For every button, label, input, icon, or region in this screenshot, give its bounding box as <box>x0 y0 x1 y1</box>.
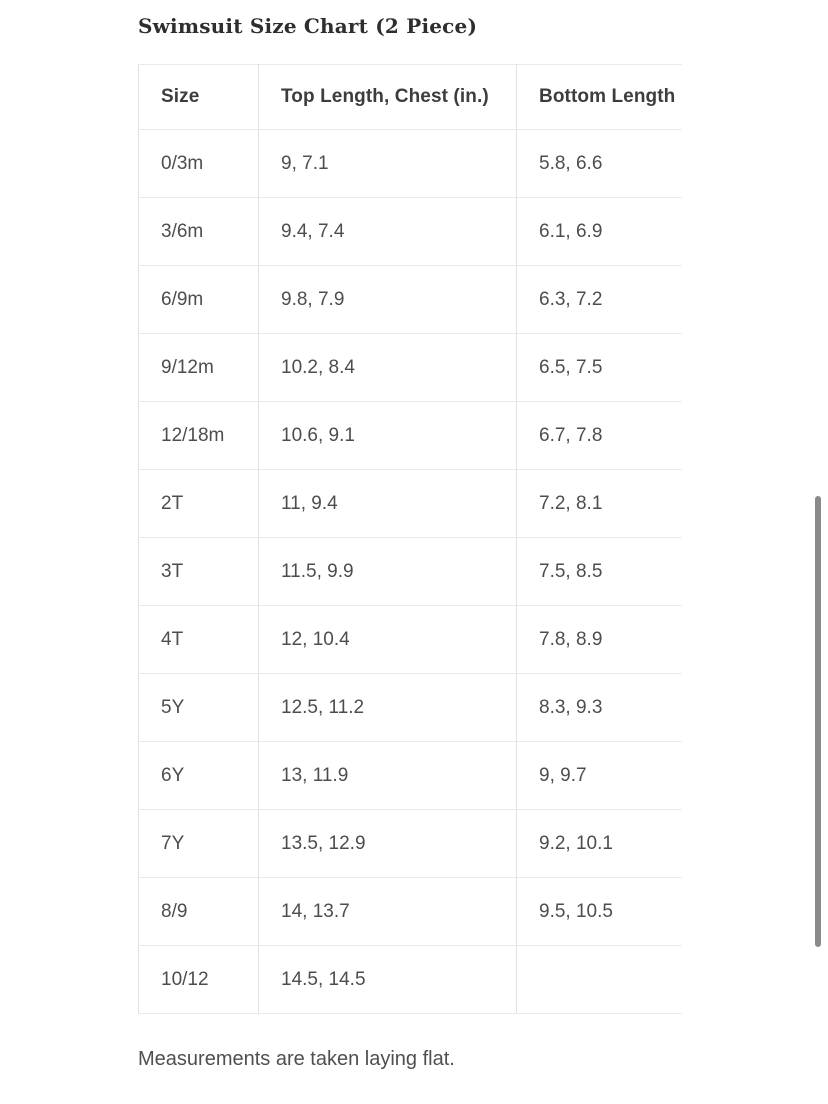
table-row <box>139 334 683 402</box>
size-cell: 6Y <box>139 742 259 810</box>
content-column <box>138 0 682 1072</box>
bottom-cell: 9.2, 10.1 <box>517 810 683 878</box>
table-row <box>139 946 683 1014</box>
bottom-cell: 6.1, 6.9 <box>517 198 683 266</box>
bottom-cell: 9, 9.7 <box>517 742 683 810</box>
top-cell: 14.5, 14.5 <box>259 946 517 1014</box>
size-cell: 2T <box>139 470 259 538</box>
table-row <box>139 810 683 878</box>
size-chart-table <box>138 64 682 1014</box>
size-cell: 6/9m <box>139 266 259 334</box>
top-cell: 12, 10.4 <box>259 606 517 674</box>
page-title: Swimsuit Size Chart (2 Piece) <box>138 14 478 38</box>
top-cell: 10.6, 9.1 <box>259 402 517 470</box>
size-chart-table-container <box>138 64 682 1014</box>
bottom-cell <box>517 946 683 1014</box>
top-cell: 12.5, 11.2 <box>259 674 517 742</box>
table-row <box>139 606 683 674</box>
size-cell: 5Y <box>139 674 259 742</box>
measurements-footnote: Measurements are taken laying flat. <box>138 1048 455 1070</box>
column-header-bottom-length: Bottom Length <box>517 65 683 130</box>
bottom-cell: 7.2, 8.1 <box>517 470 683 538</box>
top-cell: 9.8, 7.9 <box>259 266 517 334</box>
size-cell: 12/18m <box>139 402 259 470</box>
vertical-scrollbar-thumb[interactable] <box>815 496 821 947</box>
top-cell: 11.5, 9.9 <box>259 538 517 606</box>
size-cell: 3T <box>139 538 259 606</box>
table-row <box>139 742 683 810</box>
table-row <box>139 130 683 198</box>
top-cell: 10.2, 8.4 <box>259 334 517 402</box>
bottom-cell: 7.5, 8.5 <box>517 538 683 606</box>
size-cell: 0/3m <box>139 130 259 198</box>
size-cell: 3/6m <box>139 198 259 266</box>
bottom-cell: 7.8, 8.9 <box>517 606 683 674</box>
bottom-cell: 6.5, 7.5 <box>517 334 683 402</box>
size-cell: 10/12 <box>139 946 259 1014</box>
bottom-cell: 6.7, 7.8 <box>517 402 683 470</box>
size-cell: 8/9 <box>139 878 259 946</box>
table-row <box>139 538 683 606</box>
header-row <box>139 65 683 130</box>
column-header-size: Size <box>139 65 259 130</box>
table-row <box>139 878 683 946</box>
top-cell: 14, 13.7 <box>259 878 517 946</box>
table-row <box>139 470 683 538</box>
table-row <box>139 402 683 470</box>
size-cell: 9/12m <box>139 334 259 402</box>
top-cell: 9, 7.1 <box>259 130 517 198</box>
size-cell: 4T <box>139 606 259 674</box>
top-cell: 13.5, 12.9 <box>259 810 517 878</box>
size-cell: 7Y <box>139 810 259 878</box>
bottom-cell: 8.3, 9.3 <box>517 674 683 742</box>
top-cell: 13, 11.9 <box>259 742 517 810</box>
table-row <box>139 266 683 334</box>
top-cell: 9.4, 7.4 <box>259 198 517 266</box>
bottom-cell: 6.3, 7.2 <box>517 266 683 334</box>
bottom-cell: 9.5, 10.5 <box>517 878 683 946</box>
table-row <box>139 674 683 742</box>
bottom-cell: 5.8, 6.6 <box>517 130 683 198</box>
column-header-top-length-chest: Top Length, Chest (in.) <box>259 65 517 130</box>
top-cell: 11, 9.4 <box>259 470 517 538</box>
table-row <box>139 198 683 266</box>
